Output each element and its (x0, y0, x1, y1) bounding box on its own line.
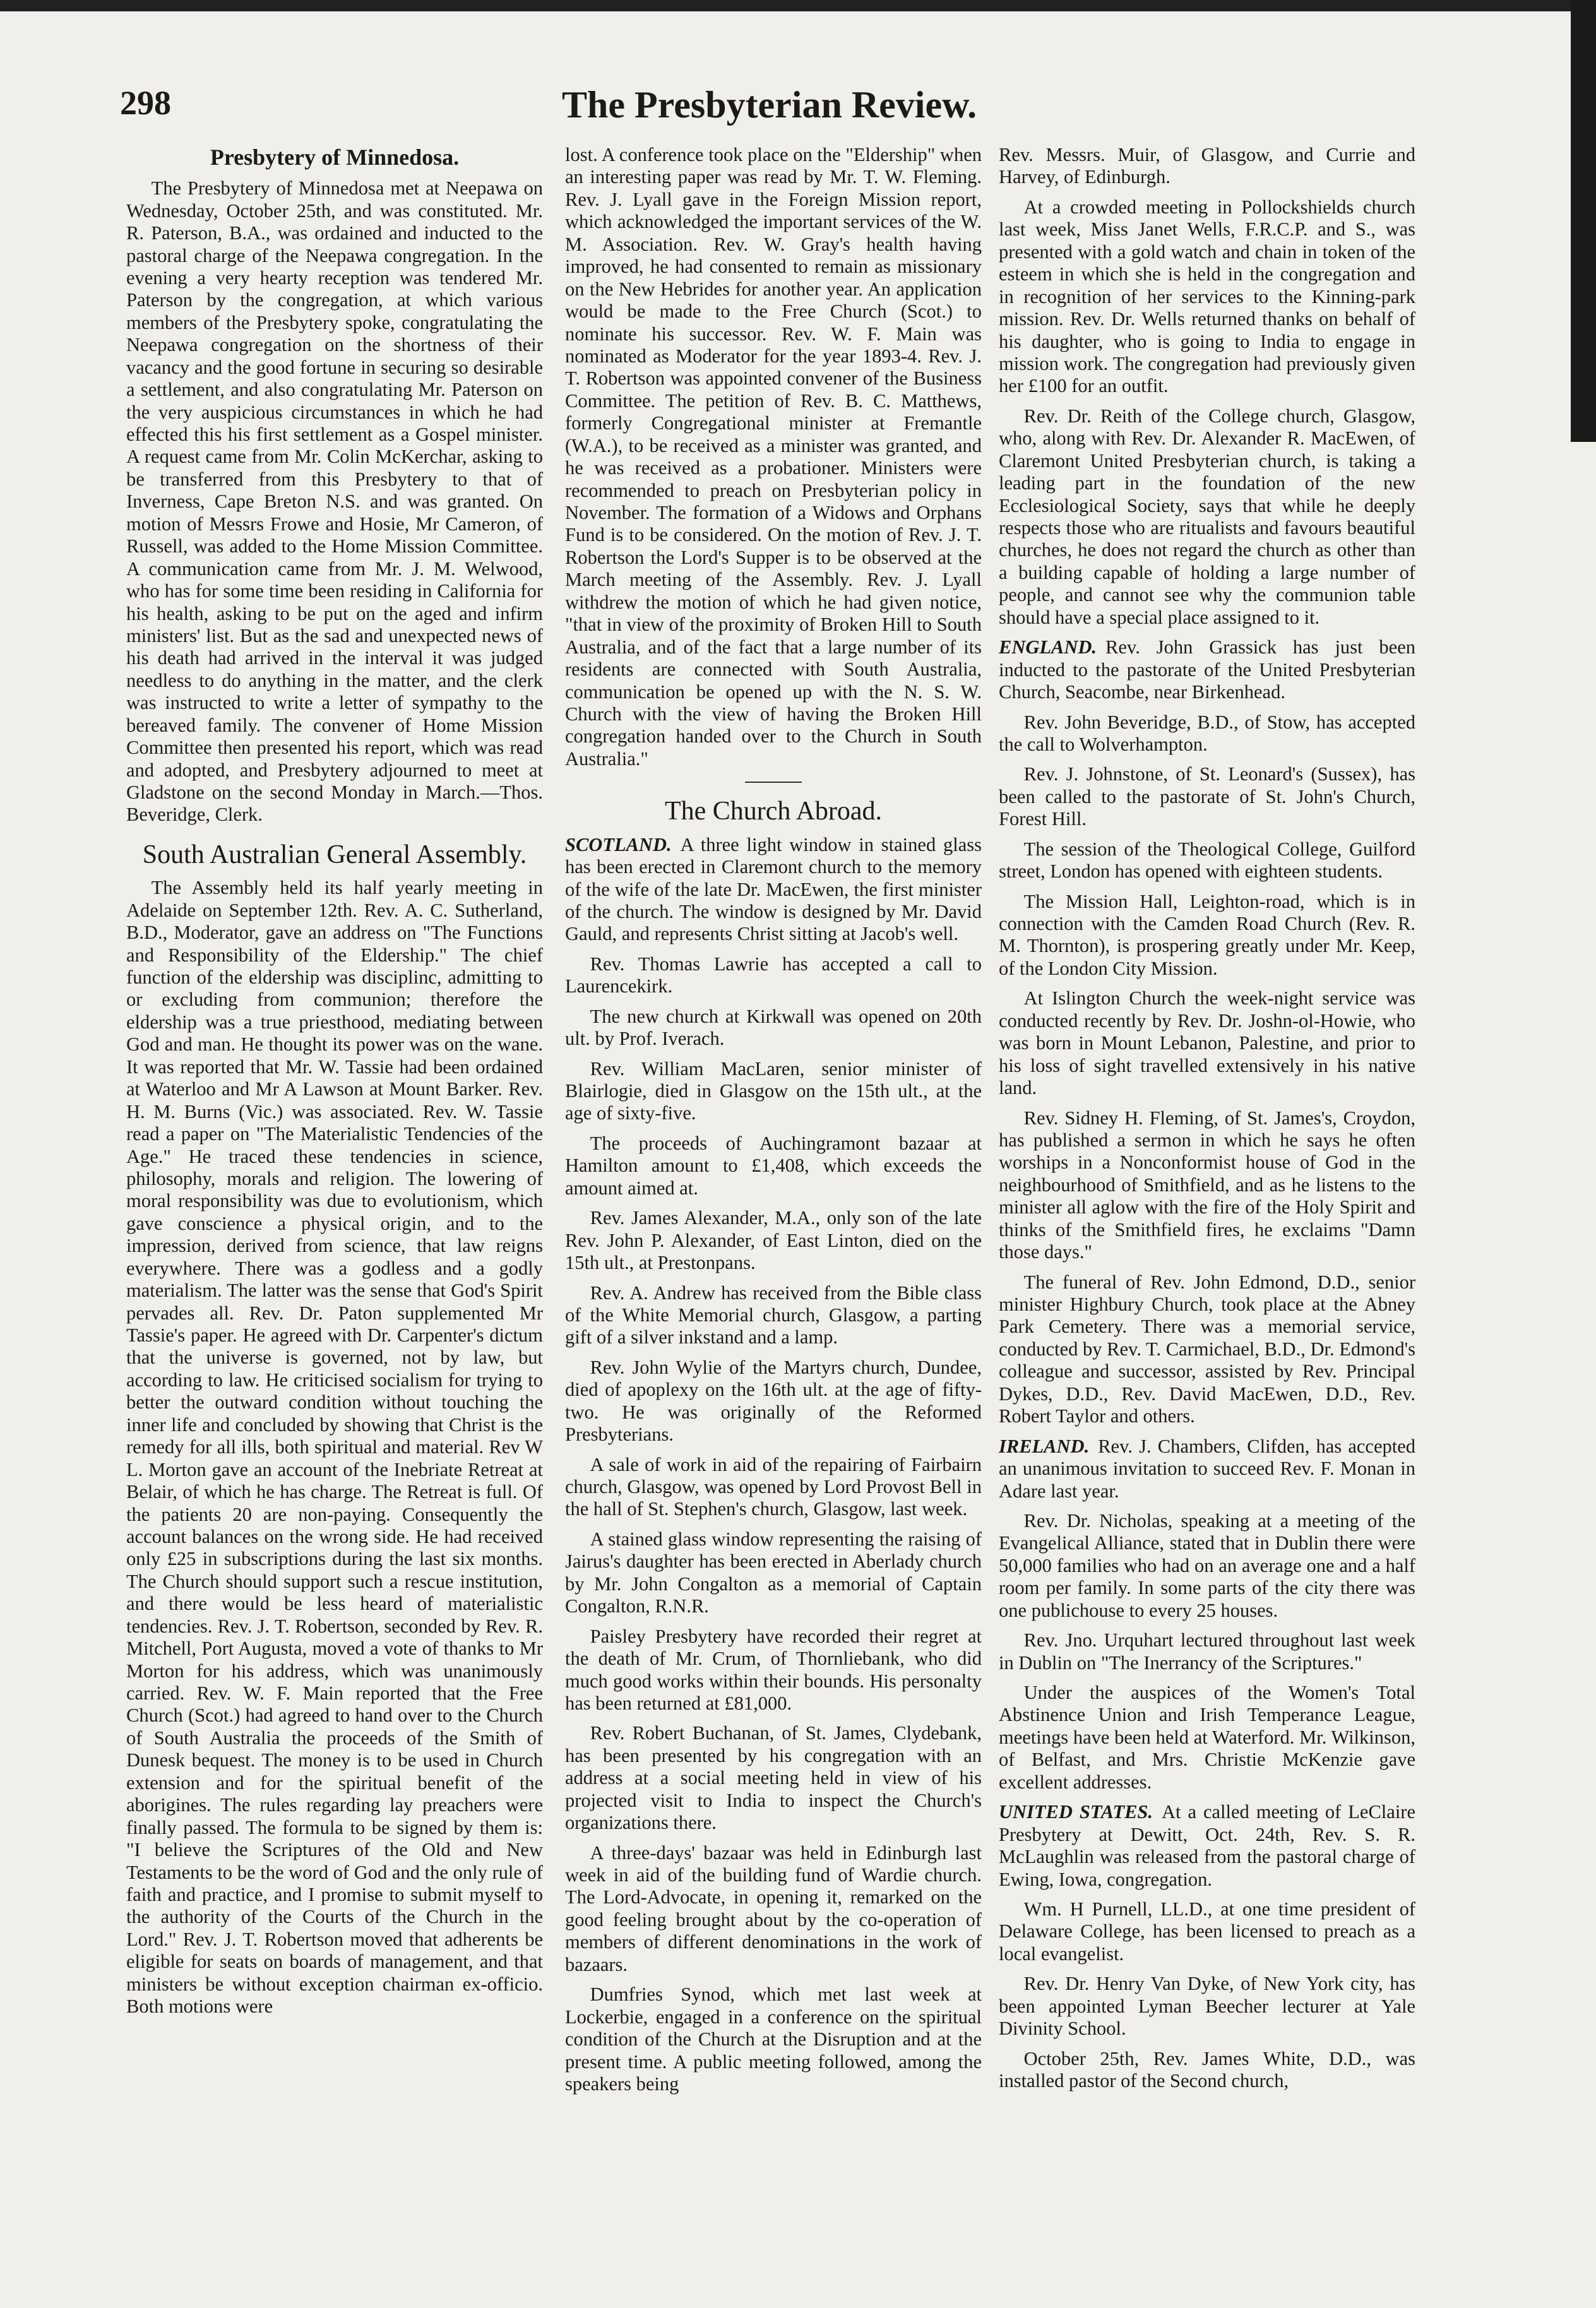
news-england-3: Rev. J. Johnstone, of St. Leonard's (Sussex), has been called to the pastorate of St. John's Church, Forest Hill. (999, 763, 1415, 830)
page-header (120, 83, 1484, 134)
news-us-1: UNITED STATES. At a called meeting of LeClaire Presbytery at Dewitt, Oct. 24th, Rev. S. R. McLaughlin was released from the pastoral charge of Ewing, Iowa, congregation. (999, 1801, 1415, 1890)
heading-presbytery-minnedosa: Presbytery of Minnedosa. (210, 145, 460, 170)
news-england-8: The funeral of Rev. John Edmond, D.D., senior minister Highbury Church, took place at the Abney Park Cemetery. There was a memorial service, conducted by Rev. T. Carmichael, B.D., Dr. Edmond's colleague and successor, assisted by Rev. Principal Dykes, D.D., Rev. David MacEwen, D.D., Rev. Robert Taylor and others. (999, 1271, 1415, 1427)
news-scotland-10: A stained glass window representing the raising of Jairus's daughter has been erected in Aberlady church by Mr. John Congalton as a memorial of Captain Congalton, R.N.R. (565, 1528, 982, 1617)
news-us-3: Rev. Dr. Henry Van Dyke, of New York city, has been appointed Lyman Beecher lecturer at Yale Divinity School. (999, 1973, 1415, 2040)
page-number: 298 (120, 84, 171, 122)
label-ireland: IRELAND. (999, 1435, 1090, 1457)
news-scotland-11: Paisley Presbytery have recorded their regret at the death of Mr. Crum, of Thornliebank, who did much good works within their bounds. His personalty has been returned at £81,000. (565, 1625, 982, 1714)
news-scotland-14: Dumfries Synod, which met last week at Lockerbie, engaged in a conference on the spiritual condition of the Church at the Disruption and at the present time. A public meeting followed, among the speakers being (565, 1984, 982, 2095)
news-scotland-reith: Rev. Dr. Reith of the College church, Glasgow, who, along with Rev. Dr. Alexander R. MacEwen, of Claremont United Presbyterian church, is taking a leading part in the foundation of the new Ecclesiological Society, says that while he deeply respects those who are ritualists and favours beautiful churches, he does not regard the church as other than a building capable of holding a large number of people, and cannot see why the communion table should have a special place assigned to it. (999, 405, 1415, 628)
news-scotland-9: A sale of work in aid of the repairing of Fairbairn church, Glasgow, was opened by Lord Provost Bell in the hall of St. Stephen's church, Glasgow, last week. (565, 1453, 982, 1520)
section-rule (745, 782, 802, 783)
news-ireland-4: Under the auspices of the Women's Total Abstinence Union and Irish Temperance League, meetings have been held at Waterford. Mr. Wilkinson, of Belfast, and Mrs. Christie McKenzie gave excellent addresses. (999, 1682, 1415, 1793)
column-1 (126, 144, 543, 2026)
label-england: ENGLAND. (999, 636, 1097, 658)
article-south-australia: The Assembly held its half yearly meeting in Adelaide on September 12th. Rev. A. C. Sutherland, B.D., Moderator, gave an address on "The Functions and Responsibility of the Eldership." The chief function of the eldership was disciplinc, admitting to or excluding from communion; therefore the eldership was a true priesthood, mediating between God and man. He thought its power was on the wane. It was reported that Mr. W. Tassie had been ordained at Waterloo and Mr A Lawson at Mount Barker. Rev. H. M. Burns (Vic.) was associated. Rev. W. Tassie read a paper on "The Materialistic Tendencies of the Age." He traced these tendencies in science, philosophy, morals and religion. The lowering of moral responsibility was due to evolutionism, which gave conscience a physical origin, and to the impression, derived from science, that law reigns everywhere. There was a godless and a godly materialism. The latter was the sense that God's Spirit pervades all. Rev. Dr. Paton supplemented Mr Tassie's paper. He agreed with Dr. Carpenter's dictum that the universe is governed, not by law, but according to law. He criticised socialism for trying to better the outward condition without touching the inner life and concluded by showing that Christ is the remedy for all ills, both spiritual and material. Rev W L. Morton gave an account of the Inebriate Retreat at Belair, of which he has charge. The Retreat is full. Of the patients 20 are non-paying. Consequently the account balances on the wrong side. He had received only £25 in subscriptions during the last six months. The Church should support such a rescue institution, and there would be less heard of materialistic tendencies. Rev. J. T. Robertson, seconded by Rev. R. Mitchell, Port Augusta, moved a vote of thanks to Mr Morton for his address, which was unanimously carried. Rev. W. F. Main reported that the Free Church (Scot.) had agreed to hand over to the Church of South Australia the proceeds of the Smith of Dunesk bequest. The money is to be used in Church extension and for the spiritual benefit of the aborigines. The rules regarding lay preachers were finally passed. The formula to be signed by them is: "I believe the Scriptures of the Old and New Testaments to be the word of God and the only rule of faith and practice, and I promise to submit myself to the authority of the Courts of the Church in the Lord." Rev. J. T. Robertson moved that adherents be eligible for seats on boards of management, and that ministers be without exception chairman ex-officio. Both motions were (126, 877, 543, 2018)
heading-church-abroad: The Church Abroad. (664, 797, 883, 826)
news-scotland-12: Rev. Robert Buchanan, of St. James, Clydebank, has been presented by his congregation with an address at a social meeting held in view of his projected visit to India to inspect the Church's organizations there. (565, 1722, 982, 1834)
column-2 (565, 144, 982, 2103)
news-scotland-13: A three-days' bazaar was held in Edinburgh last week in aid of the building fund of Wardie church. The Lord-Advocate, in opening it, remarked on the good feeling brought about by the co-operation of members of different denominations in the work of bazaars. (565, 1841, 982, 1975)
news-scotland-6: Rev. James Alexander, M.A., only son of the late Rev. John P. Alexander, of East Linton, died on the 15th ult., at Prestonpans. (565, 1207, 982, 1274)
label-united-states: UNITED STATES. (999, 1801, 1153, 1823)
news-england-7: Rev. Sidney H. Fleming, of St. James's, Croydon, has published a sermon in which he says he often worships in a Nonconformist house of God in the neighbourhood of Smithfield, and as he listens to the minister all aglow with the fire of the Holy Spirit and thinks of the Smithfield fires, he exclaims "Damn those days." (999, 1107, 1415, 1263)
running-title: The Presbyterian Review. (562, 84, 977, 126)
news-scotland-8: Rev. John Wylie of the Martyrs church, Dundee, died of apoplexy on the 16th ult. at the age of fifty-two. He was originally of the Reformed Presbyterians. (565, 1356, 982, 1446)
news-scotland-5: The proceeds of Auchingramont bazaar at Hamilton amount to £1,408, which exceeds the amount aimed at. (565, 1132, 982, 1199)
label-scotland: SCOTLAND. (565, 833, 672, 855)
news-england-5: The Mission Hall, Leighton-road, which is in connection with the Camden Road Church (Rev. R. M. Thornton), is prospering greatly under Mr. Keep, of the London City Mission. (999, 890, 1415, 979)
news-england-4: The session of the Theological College, Guilford street, London has opened with eighteen students. (999, 838, 1415, 883)
article-south-australia-cont: lost. A conference took place on the "Eldership" when an interesting paper was read by Mr. T. W. Fleming. Rev. J. Lyall gave in the Foreign Mission report, which acknowledged the important services of the W. M. Association. Rev. W. Gray's health having improved, he had consented to remain as missionary on the New Hebrides for another year. An application would be made to the Free Church (Scot.) to nominate his successor. Rev. W. F. Main was nominated as Moderator for the year 1893-4. Rev. J. T. Robertson was appointed convener of the Business Committee. The petition of Rev. B. C. Matthews, formerly Congregational minister at Fremantle (W.A.), to be received as a minister was granted, and he was received as a probationer. Ministers were recommended to preach on Presbyterian policy in November. The formation of a Widows and Orphans Fund is to be considered. On the motion of Rev. J. T. Robertson the Lord's Supper is to be observed at the March meeting of the Assembly. Rev. J. Lyall withdrew the motion of which he had given notice, "that in view of the proximity of Broken Hill to South Australia, and of the fact that a large number of its residents are connected with South Australia, communication be opened up with the N. S. W. Church with the view of having the Broken Hill congregation handed over to the Church in South Australia." (565, 144, 982, 770)
news-scotland-3: The new church at Kirkwall was opened on 20th ult. by Prof. Iverach. (565, 1005, 982, 1050)
news-england-6: At Islington Church the week-night service was conducted recently by Rev. Dr. Joshn-ol-Howie, who was born in Mount Lebanon, Palestine, and prior to his loss of sight travelled extensively in his native land. (999, 987, 1415, 1099)
news-scotland-7: Rev. A. Andrew has received from the Bible class of the White Memorial church, Glasgow, a parting gift of a silver inkstand and a lamp. (565, 1282, 982, 1348)
news-england-2: Rev. John Beveridge, B.D., of Stow, has accepted the call to Wolverhampton. (999, 711, 1415, 755)
news-england-1: ENGLAND. Rev. John Grassick has just been inducted to the pastorate of the United Presbyterian Church, Seacombe, near Birkenhead. (999, 636, 1415, 703)
news-us-4: October 25th, Rev. James White, D.D., was installed pastor of the Second church, (999, 2047, 1415, 2091)
news-scotland-4: Rev. William MacLaren, senior minister of Blairlogie, died in Glasgow on the 15th ult., at the age of sixty-five. (565, 1057, 982, 1124)
article-minnedosa: The Presbytery of Minnedosa met at Neepawa on Wednesday, October 25th, and was constituted. Mr. R. Paterson, B.A., was ordained and inducted to the pastoral charge of the Neepawa congregation. In the evening a very hearty reception was tendered Mr. Paterson by the congregation, at which various members of the Presbytery spoke, congratulating the Neepawa congregation on the shortness of their vacancy and the good fortune in securing so desirable a settlement, and also congratulating Mr. Paterson on the very auspicious circumstances in which he had effected this his first settlement as a Gospel minister. A request came from Mr. Colin McKerchar, asking to be transferred from this Presbytery to that of Inverness, Cape Breton N.S. and was granted. On motion of Messrs Frowe and Hosie, Mr Cameron, of Russell, was added to the Home Mission Committee. A communication came from Mr. J. M. Welwood, who has for some time been residing in California for his health, asking to be put on the aged and infirm ministers' list. But as the sad and unexpected news of his death had arrived in the interval it was judged needless to do anything in the matter, and the clerk was instructed to write a letter of sympathy to the bereaved family. The convener of Home Mission Committee then presented his report, which was read and adopted, and Presbytery adjourned to meet at Gladstone on the second Monday in March.—Thos. Beveridge, Clerk. (126, 177, 543, 826)
news-scotland-1: SCOTLAND. A three light window in stained glass has been erected in Claremont church to the memory of the wife of the late Dr. MacEwen, the first minister of the church. The window is designed by Mr. David Gauld, and represents Christ sitting at Jacob's well. (565, 833, 982, 945)
scan-top-edge (0, 0, 1596, 11)
heading-south-australian-assembly: South Australian General Assembly. (142, 840, 527, 869)
column-3 (999, 144, 1415, 2100)
news-us-2: Wm. H Purnell, LL.D., at one time president of Delaware College, has been licensed to preach as a local evangelist. (999, 1898, 1415, 1965)
news-ireland-3: Rev. Jno. Urquhart lectured throughout last week in Dublin on "The Inerrancy of the Scriptures." (999, 1629, 1415, 1674)
news-scotland-cont: Rev. Messrs. Muir, of Glasgow, and Currie and Harvey, of Edinburgh. (999, 144, 1415, 188)
news-scotland-2: Rev. Thomas Lawrie has accepted a call to Laurencekirk. (565, 953, 982, 997)
news-ireland-1: IRELAND. Rev. J. Chambers, Clifden, has accepted an unanimous invitation to succeed Rev. F. Monan in Adare last year. (999, 1435, 1415, 1502)
scan-binding-edge (1571, 0, 1596, 442)
news-scotland-wells: At a crowded meeting in Pollockshields church last week, Miss Janet Wells, F.R.C.P. and S., was presented with a gold watch and chain in token of the esteem in which she is held in the congregation and in recognition of her services to the Kinning-park mission. Rev. Dr. Wells returned thanks on behalf of his daughter, who is going to India to engage in mission work. The congregation had previously given her £100 for an outfit. (999, 196, 1415, 397)
news-ireland-2: Rev. Dr. Nicholas, speaking at a meeting of the Evangelical Alliance, stated that in Dublin there were 50,000 families who had on an average one and a half room per family. In some parts of the city there was one publichouse to every 25 houses. (999, 1509, 1415, 1621)
